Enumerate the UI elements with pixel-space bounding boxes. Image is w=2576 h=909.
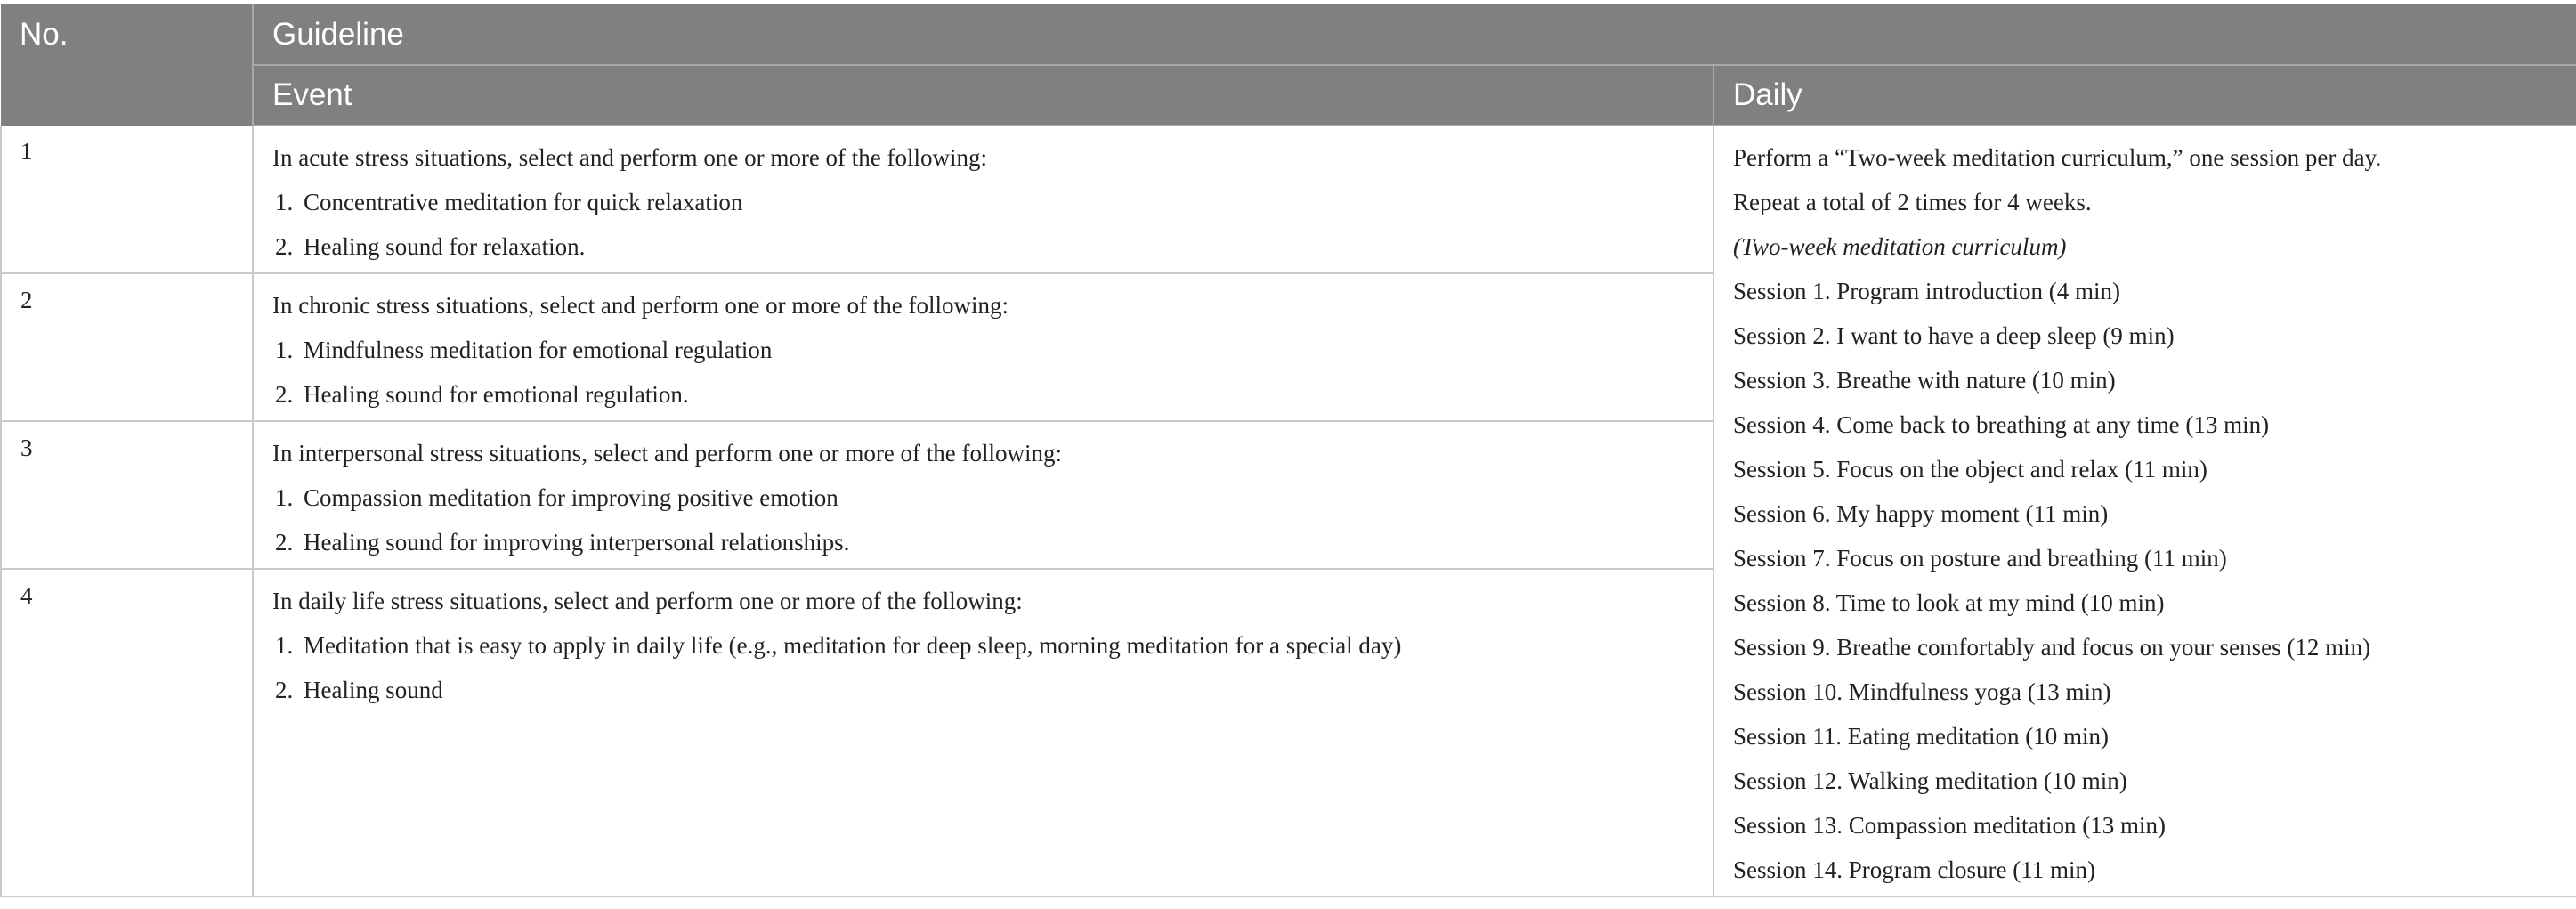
list-item-text: Healing sound for emotional regulation.: [304, 381, 689, 408]
session-item: Session 13. Compassion meditation (13 min): [1733, 812, 2166, 839]
session-item: Session 6. My happy moment (11 min): [1733, 500, 2109, 527]
list-item-text: Healing sound: [304, 677, 443, 703]
list-item-number: 2.: [275, 233, 294, 260]
daily-line: Perform a “Two-week meditation curriculum,” one session per day.: [1733, 144, 2382, 171]
list-item-number: 1.: [275, 337, 294, 363]
event-cell: [253, 273, 1713, 421]
session-item: Session 9. Breathe comfortably and focus on your senses (12 min): [1733, 634, 2371, 661]
session-item: Session 10. Mindfulness yoga (13 min): [1733, 678, 2111, 705]
list-item-number: 2.: [275, 381, 294, 408]
list-item-number: 1.: [275, 632, 294, 659]
list-item-text: Mindfulness meditation for emotional regulation: [304, 337, 773, 363]
session-item: Session 14. Program closure (11 min): [1733, 856, 2095, 883]
list-item-number: 2.: [275, 677, 294, 703]
daily-curriculum-title: (Two-week meditation curriculum): [1733, 233, 2067, 260]
list-item: [272, 376, 1713, 420]
list-item-number: 1.: [275, 189, 294, 215]
list-item-number: 2.: [275, 529, 294, 556]
row-number: 1: [1, 126, 253, 273]
list-item: [272, 228, 1713, 272]
list-item-text: Concentrative meditation for quick relaxation: [304, 189, 743, 215]
session-item: Session 5. Focus on the object and relax (11 min): [1733, 456, 2207, 483]
header-event: Event: [253, 65, 1713, 126]
list-item-text: Healing sound for improving interpersonal relationships.: [304, 529, 850, 556]
event-intro: In interpersonal stress situations, select and perform one or more of the following:: [272, 440, 1063, 467]
event-cell: [253, 569, 1713, 897]
list-item-number: 1.: [275, 484, 294, 511]
session-item: Session 2. I want to have a deep sleep (9 min): [1733, 322, 2175, 349]
header-row-sub: [1, 65, 2576, 126]
daily-line: Repeat a total of 2 times for 4 weeks.: [1733, 189, 2092, 215]
list-item-text: Compassion meditation for improving positive emotion: [304, 484, 838, 511]
guideline-table: [0, 4, 2576, 897]
session-item: Session 7. Focus on posture and breathing (11 min): [1733, 545, 2227, 572]
list-item: [272, 671, 1713, 716]
event-cell: [253, 421, 1713, 569]
list-item: [272, 479, 1713, 523]
event-intro: In chronic stress situations, select and perform one or more of the following:: [272, 292, 1009, 319]
header-daily: Daily: [1713, 65, 2576, 126]
session-item: Session 3. Breathe with nature (10 min): [1733, 367, 2116, 394]
session-item: Session 8. Time to look at my mind (10 min): [1733, 589, 2165, 616]
event-intro: In daily life stress situations, select and perform one or more of the following:: [272, 588, 1023, 614]
event-intro: In acute stress situations, select and perform one or more of the following:: [272, 144, 988, 171]
header-row-top: [1, 4, 2576, 65]
list-item: [272, 331, 1713, 376]
list-item: [272, 183, 1713, 228]
session-item: Session 1. Program introduction (4 min): [1733, 278, 2120, 304]
table-row: [1, 126, 2576, 273]
row-number: 3: [1, 421, 253, 569]
list-item: [272, 523, 1713, 568]
row-number: 2: [1, 273, 253, 421]
daily-cell: [1713, 126, 2576, 897]
list-item-text: Meditation that is easy to apply in daily life (e.g., meditation for deep sleep, morning meditation for a special day): [304, 632, 1402, 659]
event-cell: [253, 126, 1713, 273]
list-item-text: Healing sound for relaxation.: [304, 233, 586, 260]
header-no: No.: [1, 4, 253, 126]
header-guideline: Guideline: [253, 4, 2576, 65]
list-item: [272, 627, 1713, 671]
row-number: 4: [1, 569, 253, 897]
session-item: Session 4. Come back to breathing at any time (13 min): [1733, 411, 2270, 438]
session-item: Session 11. Eating meditation (10 min): [1733, 723, 2109, 750]
session-item: Session 12. Walking meditation (10 min): [1733, 767, 2127, 794]
